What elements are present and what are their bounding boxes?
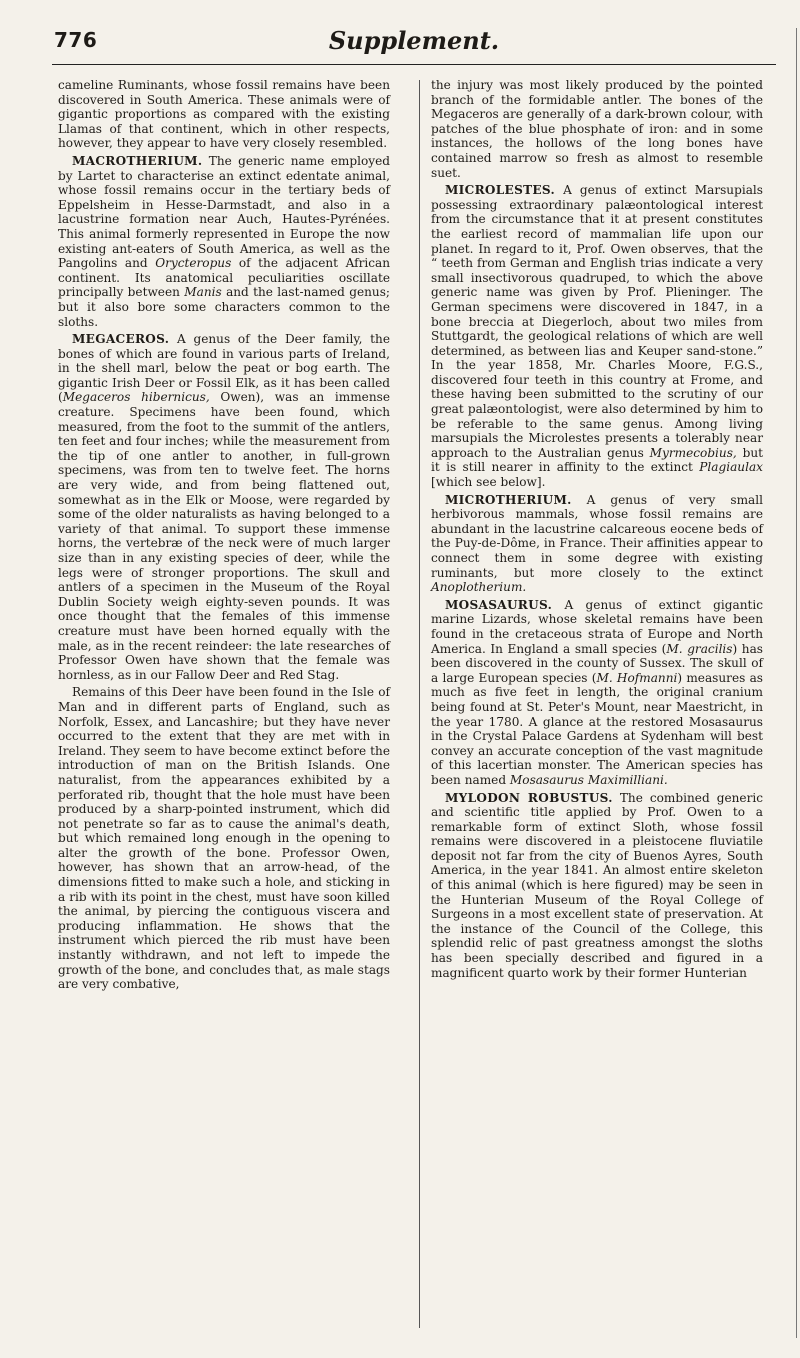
header-rule	[52, 64, 776, 65]
entry-microlestes: MICROLESTES. A genus of extinct Marsupials possessing extraordinary palæontological interest from the circumstance that it at present constitutes the earliest record of mammalian life upon our planet. In regard to it, Prof. Owen observes, that the “ teeth from German and English trias indicate a very small insectivorous quadruped, to which the above generic name was given by Prof. Plieninger. The German specimens were discovered in 1847, in a bone breccia at Diegerloch, about two miles from Stuttgardt, the geological relations of which are well determined, as between lias and Keuper sand-stone.” In the year 1858, Mr. Charles Moore, F.G.S., discovered four teeth in this country at Frome, and these having been submitted to the scrutiny of our great palæontologist, were also determined by him to be referable to the same genus. Among living marsupials the Microlestes presents a tolerably near approach to the Australian genus Myrmecobius, but it is still nearer in affinity to the extinct Plagiaulax [which see below].	[431, 183, 763, 490]
entry-mosasaurus: MOSASAURUS. A genus of extinct gigantic marine Lizards, whose skeletal remains have been found in the cretaceous strata of Europe and North America. In England a small species (M. gracilis) has been discovered in the county of Sussex. The skull of a large European species (M. Hofmanni) measures as much as five feet in length, the original cranium being found at St. Peter's Mount, near Maestricht, in the year 1780. A glance at the restored Mosasaurus in the Crystal Palace Gardens at Sydenham will best convey an accurate conception of the vast magnitude of this lacertian monster. The American species has been named Mosasaurus Maximilliani.	[431, 597, 764, 787]
entry-megaceros-continued: the injury was most likely produced by the pointed branch of the formidable antler. The bones of the Megaceros are generally of a dark-brown colour, with patches of the blue phosphate of iron: and in some instances, the hollows of the long bones have contained marrow so fresh as almost to resemble suet.	[431, 78, 763, 180]
headword: MICROLESTES.	[445, 183, 556, 198]
headword: MICROTHERIUM.	[445, 492, 572, 507]
entry-microtherium: MICROTHERIUM. A genus of very small herbivorous mammals, whose fossil remains are abundant in the lacustrine calcareous eocene beds of the Puy-de-Dôme, in France. Their affinities appear to connect them in some degree with existing ruminants, but more closely to the extinct Anoplotherium.	[431, 492, 763, 595]
page-number: 776	[54, 28, 98, 52]
entry-megaceros-remains: Remains of this Deer have been found in the Isle of Man and in different parts of England, such as Norfolk, Essex, and Lancashire; but they have never occurred to the extent that they are met with in Ireland. They seem to have become extinct before the introduction of man on the British Islands. One naturalist, from the appearances exhibited by a perforated rib, thought that the hole must have been produced by a sharp-pointed instrument, which did not penetrate so far as to cause the animal's death, but which remained long enough in the opening to alter the growth of the bone. Professor Owen, however, has shown that an arrow-head, of the dimensions fitted to make such a hole, and sticking in a rib with its point in the chest, must have soon killed the animal, by piercing the contiguous viscera and producing inflammation. He shows that the instrument which pierced the rib must have been instantly withdrawn, and not left to impede the growth of the bone, and concludes that, as male stags are very combative,	[58, 685, 390, 992]
left-column	[58, 78, 390, 995]
headword: MACROTHERIUM.	[72, 153, 203, 168]
headword: MEGACEROS.	[72, 332, 170, 347]
headword: MYLODON ROBUSTUS.	[445, 790, 613, 805]
entry-mylodon-robustus: MYLODON ROBUSTUS. The combined generic and scientific title applied by Prof. Owen to a remarkable form of extinct Sloth, whose fossil remains were discovered in a pleistocene fluviatile deposit not far from the city of Buenos Ayres, South America, in the year 1841. An almost entire skeleton of this animal (which is here figured) may be seen in the Hunterian Museum of the Royal College of Surgeons in a most excellent state of preservation. At the instance of the Council of the College, this splendid relic of past greatness amongst the sloths has been specially described and figured in a magnificent quarto work by their former Hunterian	[431, 790, 764, 980]
entry-macrotherium: MACROTHERIUM. The generic name employed by Lartet to characterise an extinct edentate animal, whose fossil remains occur in the tertiary beds of Eppelsheim in Hesse-Darmstadt, and also in a lacustrine formation near Auch, Hautes-Pyrénées. This animal formerly represented in Europe the now existing ant-eaters of South America, as well as the Pangolins and Orycteropus of the adjacent African continent. Its anatomical peculiarities oscillate principally between Manis and the last-named genus; but it also bore some characters common to the sloths.	[58, 153, 390, 329]
page-header	[52, 28, 776, 66]
running-title: Supplement.	[328, 26, 500, 55]
headword: MOSASAURUS.	[445, 597, 553, 612]
column-divider	[419, 80, 420, 1328]
right-column	[431, 78, 763, 983]
page-edge-rule	[796, 28, 797, 1338]
entry-megaceros: MEGACEROS. A genus of the Deer family, the bones of which are found in various parts of Ireland, in the shell marl, below the peat or bog earth. The gigantic Irish Deer or Fossil Elk, as it has been called (Megaceros hibernicus, Owen), was an immense creature. Specimens have been found, which measured, from the foot to the summit of the antlers, ten feet and four inches; while the measurement from the tip of one antler to another, in full-grown specimens, was from ten to twelve feet. The horns are very wide, and from being flattened out, somewhat as in the Elk or Moose, were regarded by some of the older naturalists as having belonged to a variety of that animal. To support these immense horns, the vertebræ of the neck were of much larger size than in any existing species of deer, while the legs were of stronger proportions. The skull and antlers of a specimen in the Museum of the Royal Dublin Society weigh eighty-seven pounds. It was once thought that the females of this immense creature must have been horned equally with the male, as in the recent reindeer: the late researches of Professor Owen have shown that the female was hornless, as in our Fallow Deer and Red Stag.	[58, 332, 390, 682]
entry-cameline-continued: cameline Ruminants, whose fossil remains have been discovered in South America. These animals were of gigantic proportions as compared with the existing Llamas of that continent, which in other respects, however, they appear to have very closely resembled.	[58, 78, 390, 151]
page	[52, 28, 776, 1338]
